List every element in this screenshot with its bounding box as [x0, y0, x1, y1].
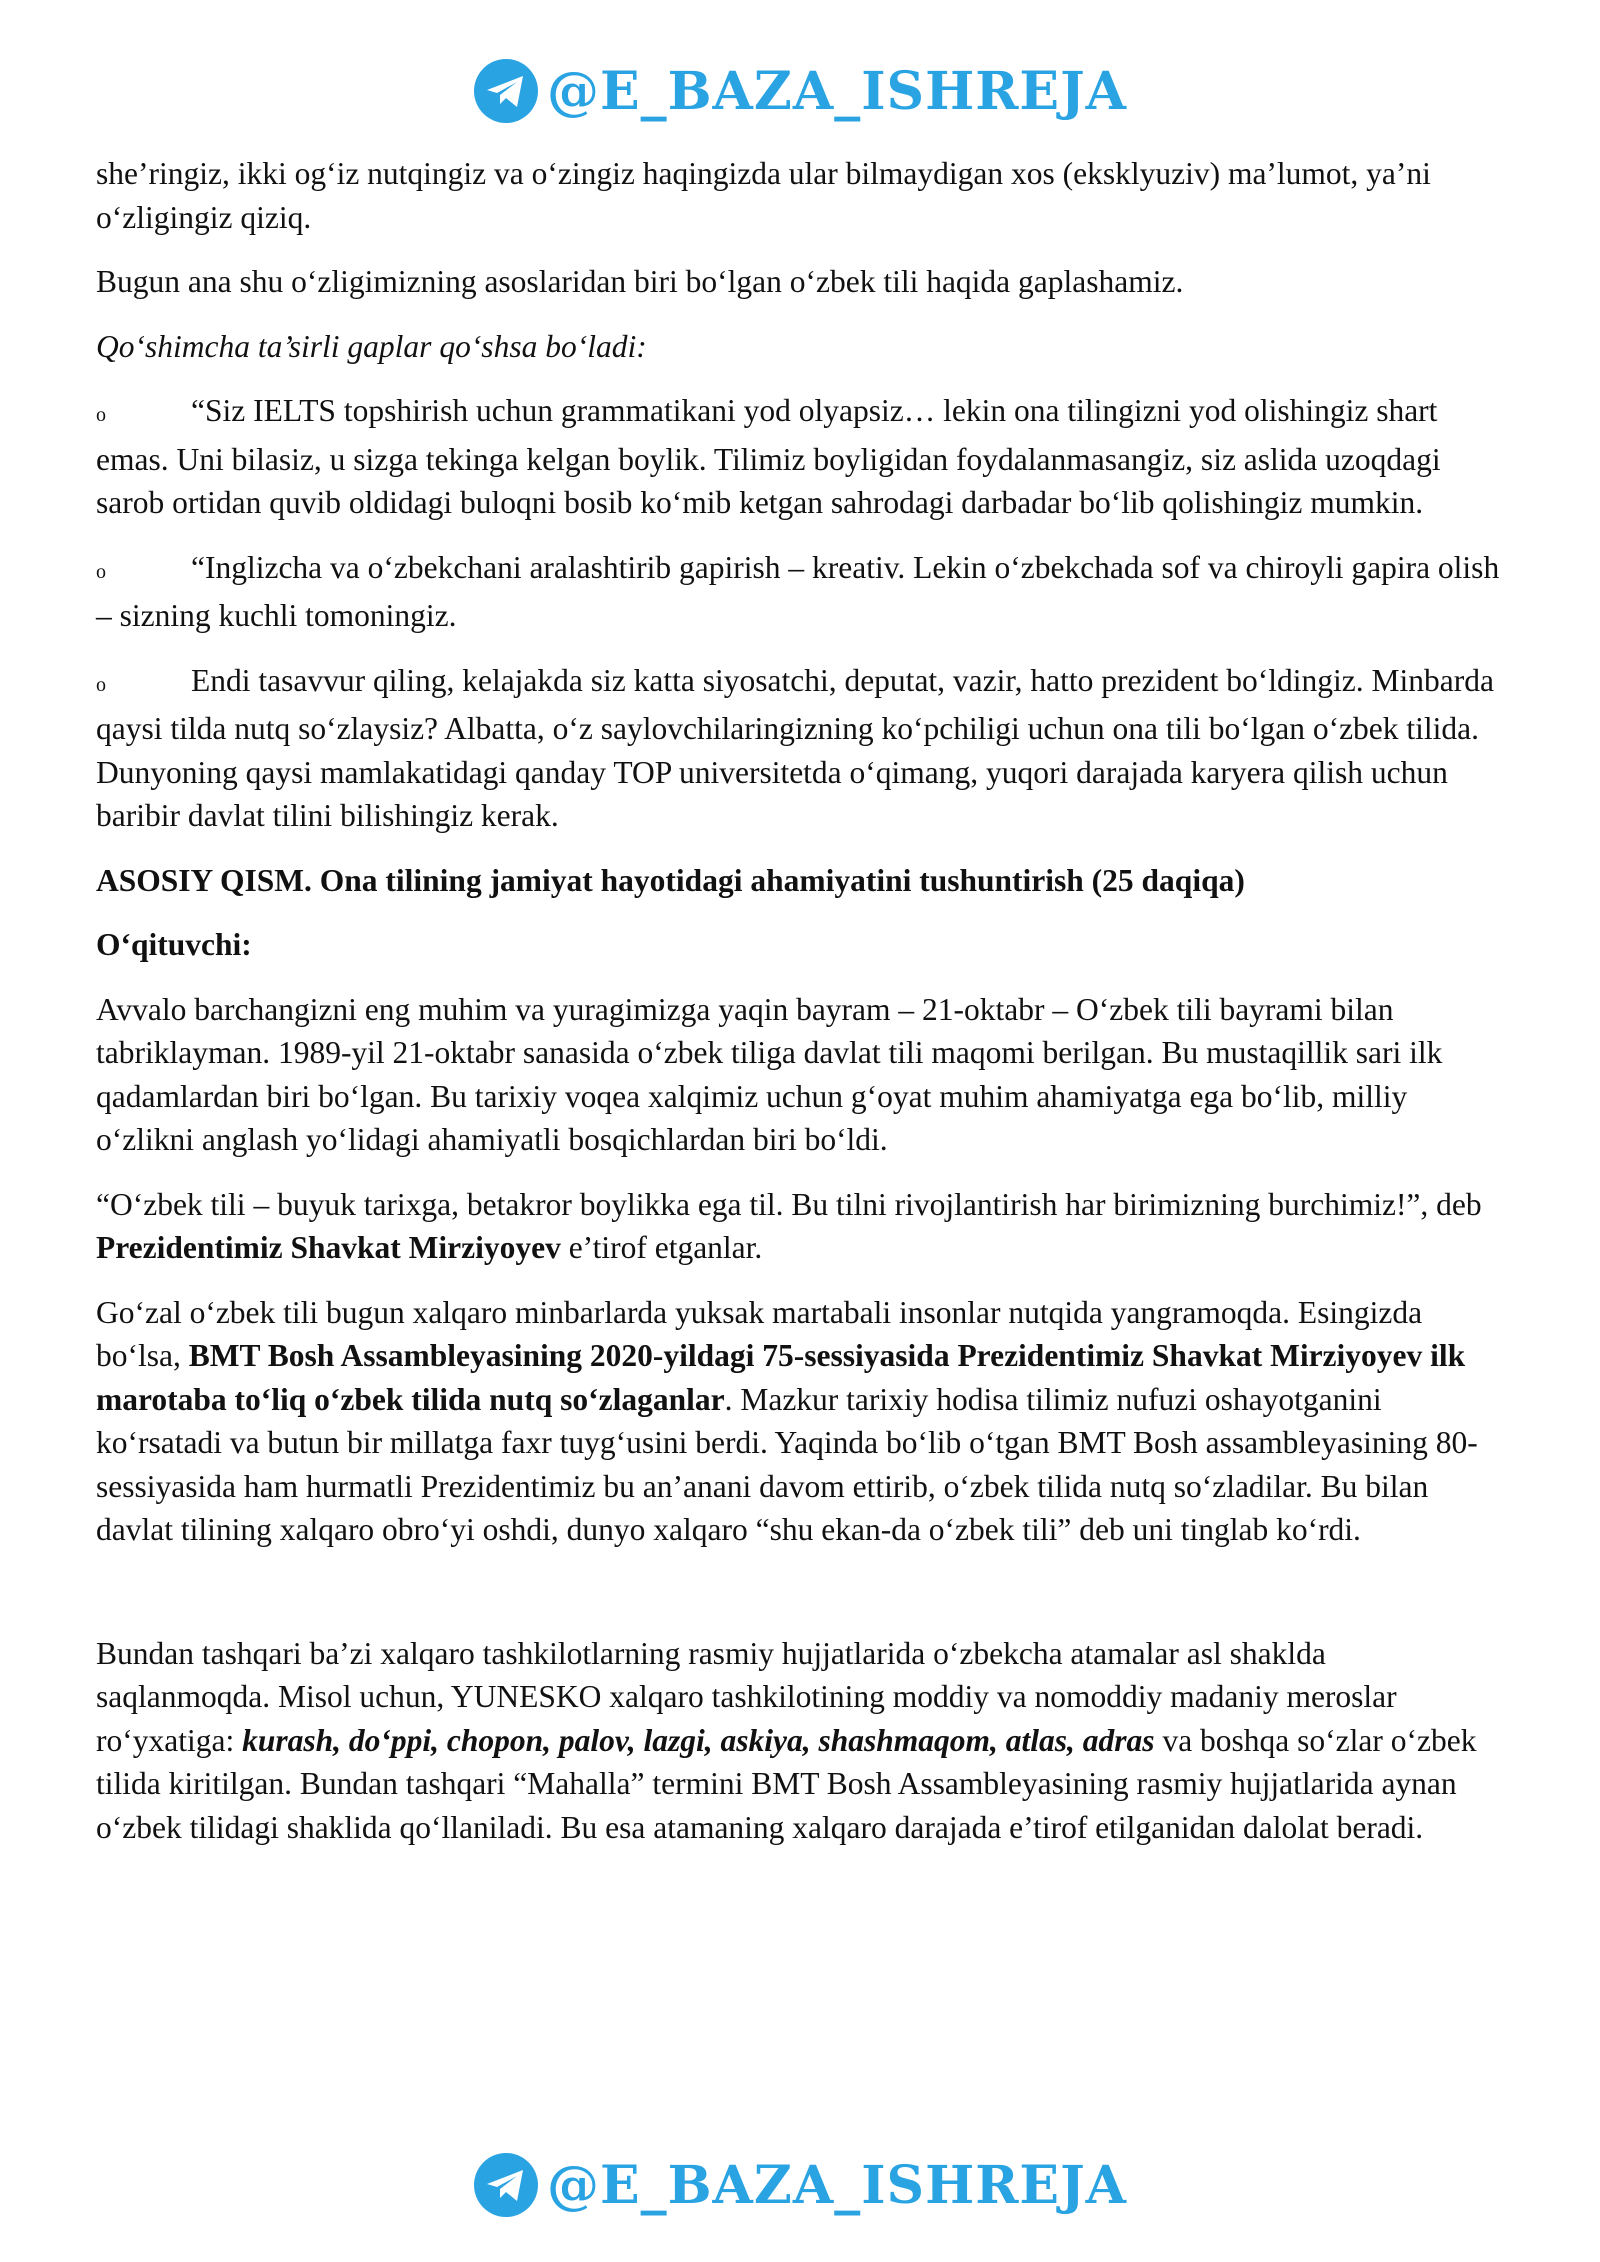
telegram-icon — [473, 2152, 539, 2218]
paragraph — [96, 1291, 1506, 1552]
list-item-text: “Inglizcha va o‘zbekchani aralashtirib gapirish – kreativ. Lekin o‘zbekchada sof va chiroyli gapira olish – sizning kuchli tomoningiz. — [96, 549, 1500, 633]
list-item-text: Endi tasavvur qiling, kelajakda siz katta siyosatchi, deputat, vazir, hatto prezident bo‘ldingiz. Minbarda qaysi tilda nutq so‘zlaysiz? Albatta, o‘z saylovchilaringizning ko‘pchiligi uchun ona tili bo‘lgan o‘zbek tilida. Dunyoning qaysi mamlakatidagi qanday TOP universitetda o‘qimang, yuqori darajada karyera qilish uchun baribir davlat tilini bilishingiz kerak. — [96, 662, 1494, 833]
watermark-text: @E_BAZA_ISHREJA — [546, 60, 1128, 122]
bold-text: BMT Bosh Assambleyasining 2020-yildagi 75-sessiyasida Prezidentimiz Shavkat Mirziyoyev ilk marotaba to‘liq o‘zbek tilida nutq so‘zlaganlar — [96, 1338, 1466, 1417]
italic-note: Qo‘shimcha ta’sirli gaplar qo‘shsa bo‘ladi: — [96, 328, 647, 364]
watermark-bottom — [0, 2152, 1600, 2218]
bold-italic-text: kurash, do‘ppi, chopon, palov, lazgi, askiya, shashmaqom, atlas, adras — [242, 1722, 1155, 1758]
bold-text: Prezidentimiz Shavkat Mirziyoyev — [96, 1230, 561, 1265]
text-run: “O‘zbek tili – buyuk tarixga, betakror boylikka ega til. Bu tilni rivojlantirish har birimizning burchimiz!”, deb — [96, 1186, 1482, 1222]
bullet-marker: o — [96, 673, 106, 696]
paragraph: Bugun ana shu o‘zligimizning asoslaridan biri bo‘lgan o‘zbek tili haqida gaplashamiz. — [96, 264, 1184, 299]
watermark-top — [0, 58, 1600, 124]
document-body — [96, 152, 1506, 1870]
watermark-text: @E_BAZA_ISHREJA — [546, 2154, 1128, 2216]
bullet-marker: o — [96, 560, 106, 583]
list-item — [96, 546, 1506, 638]
telegram-icon — [473, 58, 539, 124]
paragraph — [96, 1183, 1506, 1270]
section-heading: ASOSIY QISM. Ona tilining jamiyat hayotidagi ahamiyatini tushuntirish (25 daqiqa) — [96, 862, 1245, 898]
paragraph: Avvalo barchangizni eng muhim va yuragimizga yaqin bayram – 21-oktabr – O‘zbek tili bayrami bilan tabriklayman. 1989-yil 21-oktabr sanasida o‘zbek tiliga davlat tili maqomi berilgan. Bu mustaqillik sari ilk qadamlardan biri bo‘lgan. Bu tarixiy voqea xalqimiz uchun g‘oyat muhim ahamiyatga ega bo‘lib, milliy o‘zlikni anglash yo‘lidagi ahamiyatli bosqichlardan biri bo‘ldi. — [96, 991, 1443, 1157]
text-run: e’tirof etganlar. — [560, 1230, 763, 1265]
bullet-marker: o — [96, 404, 106, 426]
text-run: Go‘zal o‘zbek tili bugun xalqaro minbarlarda yuksak martabali insonlar nutqida yangramoqda. Esingizda bo‘lsa, — [96, 1294, 1423, 1373]
text-run: Bundan tashqari ba’zi xalqaro tashkilotlarning rasmiy hujjatlarida o‘zbekcha atamalar asl shaklda saqlanmoqda. Misol uchun, YUNESKO xalqaro tashkilotining moddiy va nomoddiy madaniy meroslar ro‘yxatiga: — [96, 1635, 1397, 1758]
text-run: . Mazkur tarixiy hodisa tilimiz nufuzi oshayotganini ko‘rsatadi va butun bir millatga faxr tuyg‘usini berdi. Yaqinda bo‘lib o‘tgan BMT Bosh assambleyasining 80-sessiyasida ham hurmatli Prezidentimiz bu an’anani davom ettirib, o‘zbek tilida nutq so‘zladilar. Bu bilan davlat tilining xalqaro obro‘yi oshdi, dunyo xalqaro “shu ekan-da o‘zbek tili” deb uni tinglab ko‘rdi. — [96, 1381, 1478, 1547]
list-item — [96, 389, 1506, 525]
list-item-text: “Siz IELTS topshirish uchun grammatikani yod olyapsiz… lekin ona tilingizni yod olishingiz shart emas. Uni bilasiz, u sizga tekinga kelgan boylik. Tilimiz boyligidan foydalanmasangiz, siz aslida uzoqdagi sarob ortidan quvib oldidagi buloqni bosib ko‘mib ketgan sahrodagi darbadar bo‘lib qolishingiz mumkin. — [96, 393, 1441, 520]
text-run: va boshqa so‘zlar o‘zbek tilida kiritilgan. Bundan tashqari “Mahalla” termini BMT Bosh Assambleyasining rasmiy hujjatlarida aynan o‘zbek tilidagi shaklida qo‘llaniladi. Bu esa atamaning xalqaro darajada e’tirof etilganidan dalolat beradi. — [96, 1722, 1477, 1845]
speaker-heading: O‘qituvchi: — [96, 927, 252, 962]
paragraph — [96, 1632, 1506, 1850]
list-item — [96, 659, 1506, 838]
paragraph: she’ringiz, ikki og‘iz nutqingiz va o‘zingiz haqingizda ular bilmaydigan xos (eksklyuziv) ma’lumot, ya’ni o‘zligingiz qiziq. — [96, 156, 1431, 235]
